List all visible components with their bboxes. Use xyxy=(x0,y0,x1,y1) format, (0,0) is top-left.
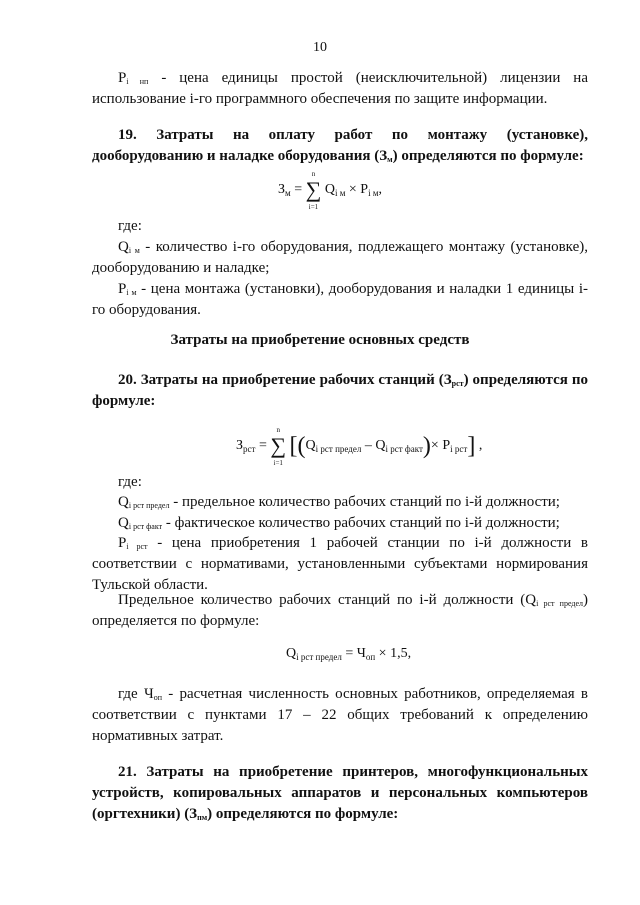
limit-paragraph-cont: определяется по формуле: xyxy=(92,613,260,629)
section-19-title-cont: дооборудованию и наладке оборудования $(З_м)$ определяются по формуле: xyxy=(92,148,584,164)
p-m-definition-cont: го оборудования. xyxy=(92,302,201,318)
q-limit-definition: $Q_{i рст предел}$ - предельное количество рабочих станций по i-й должности; xyxy=(118,494,560,510)
ch-definition-cont2: нормативных затрат. xyxy=(92,728,224,744)
p-rst-definition-cont: соответствии с нормативами, установленными субъектами нормирования xyxy=(92,556,588,572)
limit-paragraph: Предельное количество рабочих станций по i-й должности $(Q_{i рст предел})$ xyxy=(118,592,588,608)
where-label-20: где: xyxy=(118,474,142,490)
p-m-definition: $P_{i м}$ - цена монтажа (установки), дооборудования и наладки 1 единицы i- xyxy=(118,281,588,297)
formula-limit: $Q_{i рст предел} = Ч_{оп} \times 1,5$, xyxy=(286,646,412,662)
q-m-definition-cont: дооборудованию и наладке; xyxy=(92,260,270,276)
section-heading: Затраты на приобретение основных средств xyxy=(170,332,470,348)
page-number: 10 xyxy=(313,40,327,55)
symbol-p: P xyxy=(118,70,127,86)
section-19-title: 19. Затраты на оплату работ по монтажу (установке), xyxy=(118,127,588,143)
q-fact-definition: $Q_{i рст факт}$ - фактическое количество рабочих станций по i-й должности; xyxy=(118,515,560,531)
section-21-title: 21. Затраты на приобретение принтеров, многофункциональных xyxy=(118,764,588,780)
section-20-title-cont: формуле: xyxy=(92,393,156,409)
section-21-title-cont2: (оргтехники) $(З_{пм})$ определяются по формуле: xyxy=(92,806,399,822)
formula-19: $З_м = n$ ∑ i=1 $Q_{i м} \times P_{i м}$, xyxy=(278,170,383,211)
p-rst-definition-cont2: Тульской области. xyxy=(92,577,208,593)
symbol-sub: i нп xyxy=(126,77,149,86)
license-price-definition-cont: использование i-го программного обеспечения по защите информации. xyxy=(92,91,548,107)
section-20-title: 20. Затраты на приобретение рабочих станций $(З_{рст})$ определяются по xyxy=(118,372,588,388)
definition-text: - цена единицы простой (неисключительной) лицензии на xyxy=(161,70,588,86)
ch-definition: где $Ч_{оп}$ - расчетная численность основных работников, определяемая в xyxy=(118,686,589,702)
q-m-definition: $Q_{i м}$ - количество i-го оборудования, подлежащего монтажу (установке), xyxy=(118,239,588,255)
where-label: где: xyxy=(118,218,142,234)
section-21-title-cont: устройств, копировальных аппаратов и персональных компьютеров xyxy=(92,785,588,801)
p-rst-definition: $P_{i рст}$ - цена приобретения 1 рабочей станции по i-й должности в xyxy=(118,535,588,551)
ch-definition-cont: соответствии с пунктами 17 – 22 общих требований к определению xyxy=(92,707,588,723)
formula-20: $З_{рст} = n$ ∑ i=1 $[(Q_{i рст предел} - Q_{i рст факт})\times P_{i рст}]$ , xyxy=(236,426,483,467)
